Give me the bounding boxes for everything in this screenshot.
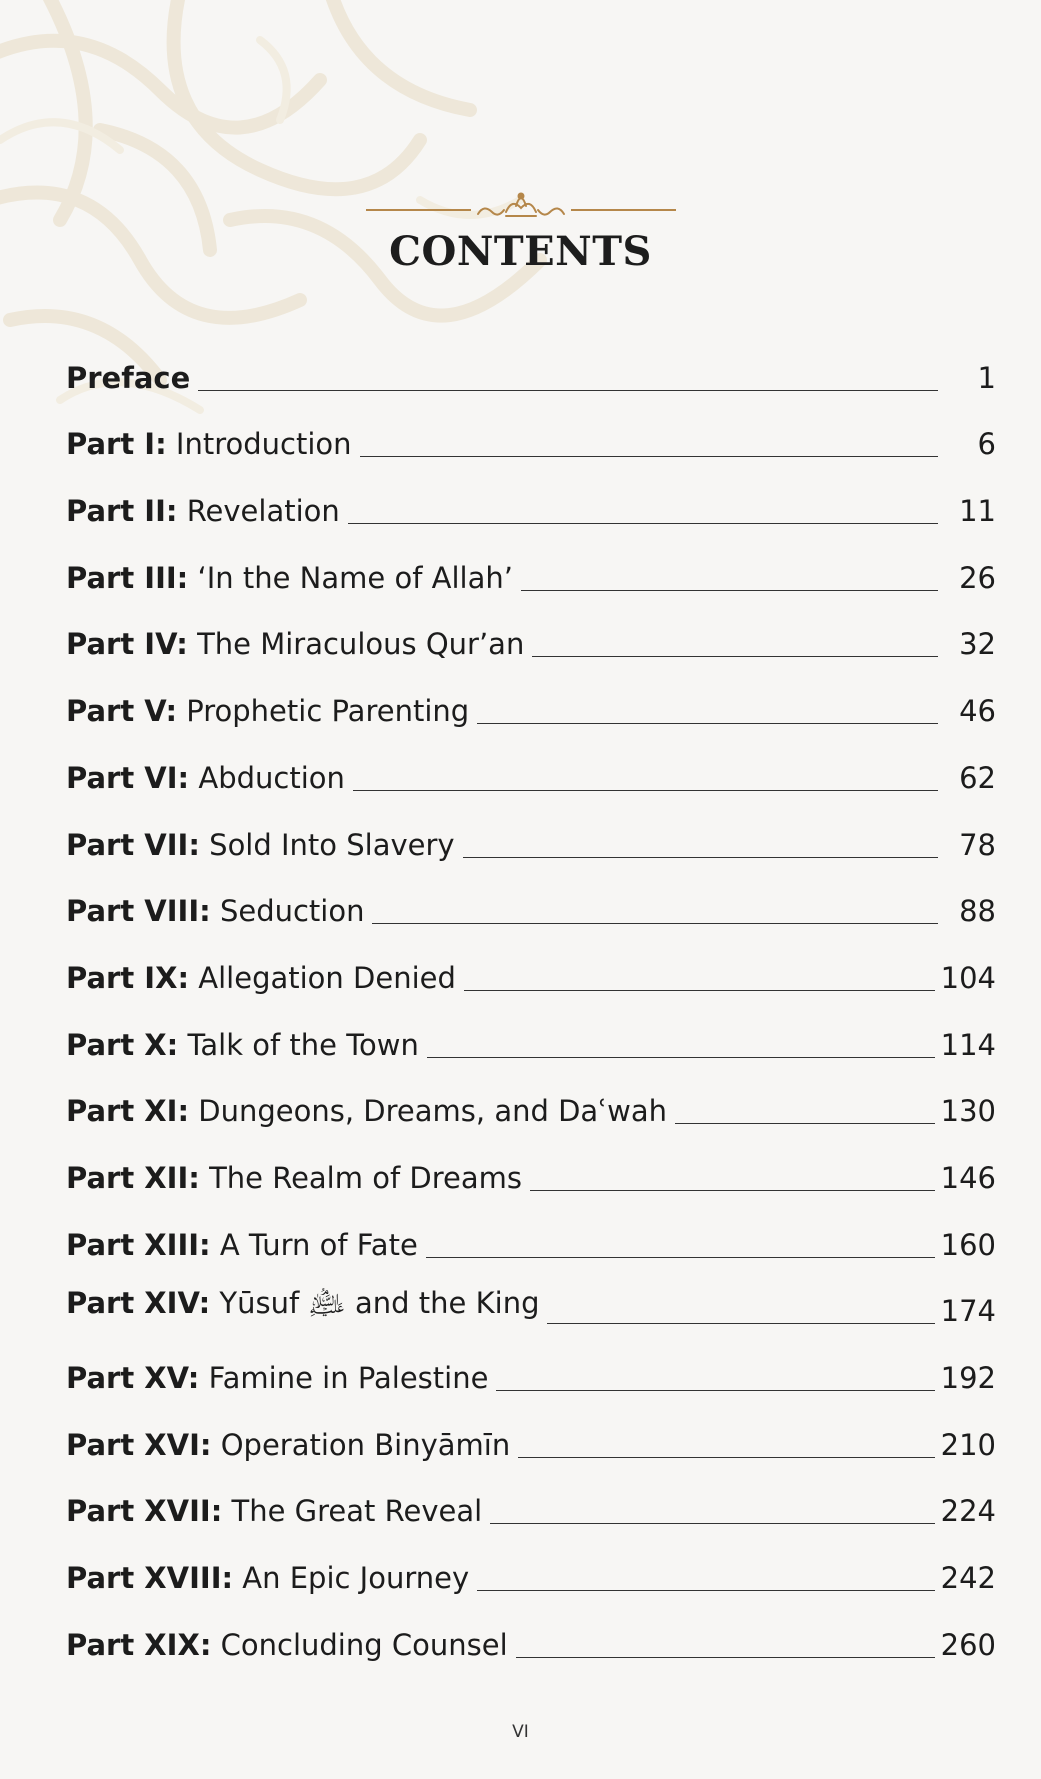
part-label: Part XI: (66, 1094, 190, 1129)
page-number: 160 (940, 1227, 996, 1262)
leader-line (427, 1056, 935, 1058)
part-label: Part XIX: (66, 1627, 212, 1662)
chapter-title: ‘In the Name of Allah’ (197, 560, 513, 595)
leader-line (426, 1256, 935, 1258)
page-number: 104 (940, 960, 996, 995)
entry-label (66, 828, 455, 862)
part-label: Part XVIII: (66, 1561, 234, 1596)
toc-entry[interactable] (66, 1340, 996, 1407)
entry-label (66, 694, 469, 728)
entry-label (66, 1428, 510, 1462)
part-label: Preface (66, 360, 191, 395)
part-label: Part XII: (66, 1160, 200, 1195)
entry-label (66, 494, 340, 528)
page-number: 260 (940, 1627, 996, 1662)
entry-label (66, 961, 456, 995)
chapter-title: The Realm of Dreams (209, 1160, 522, 1195)
chapter-title: Yūsuf ﵇ and the King (219, 1286, 540, 1321)
chapter-title: Revelation (186, 494, 340, 529)
page-number: 26 (959, 560, 996, 595)
leader-line (530, 1189, 935, 1191)
toc-entry[interactable] (66, 407, 996, 474)
contents-header (0, 188, 1041, 275)
toc-entry[interactable] (66, 1007, 996, 1074)
page-number: 224 (940, 1494, 996, 1529)
leader-line (516, 1656, 935, 1658)
entry-label (66, 627, 524, 661)
leader-line (490, 1522, 934, 1524)
leader-line (496, 1389, 934, 1391)
toc-entry[interactable] (66, 1474, 996, 1541)
page-number: 1 (977, 360, 996, 395)
leader-line (360, 455, 938, 457)
toc-entry[interactable] (66, 1207, 996, 1274)
page-number: 6 (977, 427, 996, 462)
page-number: 146 (940, 1160, 996, 1195)
part-label: Part VII: (66, 827, 200, 862)
part-label: Part I: (66, 427, 167, 462)
toc-entry[interactable] (66, 607, 996, 674)
toc-entry[interactable] (66, 807, 996, 874)
leader-line (518, 1456, 934, 1458)
part-label: Part XV: (66, 1361, 200, 1395)
entry-label (66, 1228, 418, 1262)
entry-label (66, 1094, 667, 1128)
page-number: 114 (940, 1027, 996, 1062)
table-of-contents (66, 340, 996, 1674)
chapter-title: The Miraculous Qur’an (197, 627, 525, 662)
chapter-title: Allegation Denied (198, 960, 456, 995)
leader-line (547, 1322, 934, 1324)
toc-entry[interactable] (66, 940, 996, 1007)
part-label: Part XVII: (66, 1494, 223, 1529)
page-number: 78 (959, 827, 996, 862)
page-number: 11 (959, 494, 996, 529)
part-label: Part X: (66, 1027, 179, 1062)
entry-label (66, 1161, 522, 1195)
part-label: Part IV: (66, 627, 188, 662)
page-title: CONTENTS (389, 228, 652, 275)
entry-label (66, 561, 513, 595)
part-label: Part VIII: (66, 894, 211, 929)
toc-entry[interactable] (66, 673, 996, 740)
toc-entry[interactable] (66, 874, 996, 941)
toc-entry[interactable] (66, 1274, 996, 1341)
toc-entry[interactable] (66, 740, 996, 807)
leader-line (463, 856, 938, 858)
page-number: 32 (959, 627, 996, 662)
part-label: Part XVI: (66, 1427, 212, 1462)
part-label: Part III: (66, 560, 189, 595)
leader-line (521, 589, 938, 591)
entry-label (66, 894, 364, 928)
leader-line (675, 1122, 935, 1124)
chapter-title: Operation Binyāmīn (220, 1427, 511, 1462)
part-label: Part VI: (66, 760, 190, 795)
chapter-title: Famine in Palestine (208, 1361, 489, 1395)
part-label: Part XIV: (66, 1286, 211, 1321)
toc-entry[interactable] (66, 473, 996, 540)
page-folio: VI (512, 1722, 529, 1742)
leader-line (532, 655, 938, 657)
page-number: 130 (940, 1094, 996, 1129)
entry-label (66, 1028, 419, 1062)
part-label: Part IX: (66, 960, 190, 995)
chapter-title: Seduction (219, 894, 365, 929)
toc-entry[interactable] (66, 1540, 996, 1607)
page-number: 88 (959, 894, 996, 929)
entry-label (66, 1561, 469, 1595)
chapter-title: Talk of the Town (187, 1027, 419, 1062)
leader-line (372, 922, 938, 924)
page-number: 210 (940, 1427, 996, 1462)
leader-line (348, 522, 938, 524)
entry-label (66, 1361, 488, 1395)
leader-line (477, 722, 938, 724)
chapter-title: Prophetic Parenting (186, 694, 470, 729)
chapter-title: The Great Reveal (231, 1494, 483, 1529)
entry-label (66, 1628, 508, 1662)
leader-line (464, 989, 935, 991)
toc-entry[interactable] (66, 1140, 996, 1207)
toc-entry[interactable] (66, 340, 996, 407)
page-number: 62 (959, 760, 996, 795)
leader-line (353, 789, 938, 791)
chapter-title: An Epic Journey (242, 1561, 470, 1596)
entry-label (66, 1286, 539, 1328)
part-label: Part V: (66, 694, 178, 729)
page-number: 174 (940, 1294, 996, 1329)
entry-label (66, 427, 352, 461)
ornament-divider-icon (366, 188, 676, 228)
toc-entry[interactable] (66, 1607, 996, 1674)
toc-entry[interactable] (66, 540, 996, 607)
chapter-title: Concluding Counsel (220, 1627, 508, 1662)
toc-entry[interactable] (66, 1074, 996, 1141)
chapter-title: Abduction (198, 760, 345, 795)
entry-label (66, 1494, 482, 1528)
part-label: Part XIII: (66, 1227, 211, 1262)
leader-line (198, 389, 938, 391)
chapter-title: Sold Into Slavery (209, 827, 455, 862)
chapter-title: Dungeons, Dreams, and Daʿwah (198, 1094, 667, 1129)
chapter-title: Introduction (175, 427, 352, 462)
toc-entry[interactable] (66, 1407, 996, 1474)
page-number: 192 (940, 1361, 996, 1395)
leader-line (477, 1589, 934, 1591)
entry-label (66, 761, 345, 795)
page-number: 46 (959, 694, 996, 729)
page-number: 242 (940, 1561, 996, 1596)
chapter-title: A Turn of Fate (219, 1227, 418, 1262)
part-label: Part II: (66, 494, 178, 529)
entry-label (66, 361, 190, 395)
